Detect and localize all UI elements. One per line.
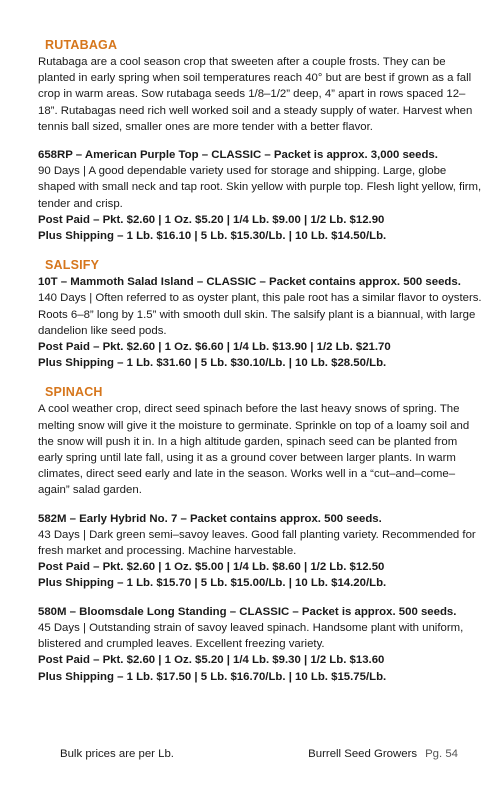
post-paid-prices: Post Paid – Pkt. $2.60 | 1 Oz. $5.20 | 1/4 Lb. $9.00 | 1/2 Lb. $12.90 — [38, 213, 385, 226]
product-description: 140 Days | Often referred to as oyster plant, this pale root has a similar flavor to oysters. Roots 6–8” long by 1.5” with smooth dull skin. The salsify plant is a biannual, with large dandelion like seed pods. — [38, 292, 482, 337]
product-item — [38, 604, 484, 685]
section-title: RUTABAGA — [45, 38, 118, 52]
post-paid-prices: Post Paid – Pkt. $2.60 | 1 Oz. $6.60 | 1/4 Lb. $13.90 | 1/2 Lb. $21.70 — [38, 341, 391, 354]
section-intro: A cool weather crop, direct seed spinach before the last heavy snows of spring. The melting snow will give it the moisture to germinate. Sprinkle on top of a loamy soil and the snow will push it in. In a high altitude garden, spinach seed can be planted from early spring until late fall, using it as a ground cover between larger plants. In warm climates, direct seed early and late in the season. Works well in a “cut–and–come–again” salad garden. — [38, 403, 470, 497]
page-footer — [60, 748, 458, 760]
product-description: 90 Days | A good dependable variety used for storage and shipping. Large, globe shaped with small neck and tap root. Skin yellow with purple top. Flesh light yellow, firm, tender and crisp. — [38, 165, 482, 210]
product-description: 43 Days | Dark green semi–savoy leaves. Good fall planting variety. Recommended for fresh market and processing. Machine harvestable. — [38, 528, 476, 558]
product-title: 582M – Early Hybrid No. 7 – Packet contains approx. 500 seeds. — [38, 512, 382, 525]
product-title: 10T – Mammoth Salad Island – CLASSIC – Packet contains approx. 500 seeds. — [38, 276, 461, 289]
section-rutabaga — [38, 38, 484, 244]
post-paid-prices: Post Paid – Pkt. $2.60 | 1 Oz. $5.00 | 1/4 Lb. $8.60 | 1/2 Lb. $12.50 — [38, 561, 385, 574]
product-description: 45 Days | Outstanding strain of savoy leaved spinach. Handsome plant with uniform, blistered and crumpled leaves. Excellent freezing variety. — [38, 621, 464, 651]
plus-shipping-prices: Plus Shipping – 1 Lb. $31.60 | 5 Lb. $30.10/Lb. | 10 Lb. $28.50/Lb. — [38, 357, 387, 370]
product-title: 580M – Bloomsdale Long Standing – CLASSIC – Packet is approx. 500 seeds. — [38, 605, 457, 618]
section-title: SPINACH — [45, 385, 103, 400]
bulk-price-note: Bulk prices are per Lb. — [60, 748, 174, 760]
section-salsify — [38, 258, 484, 371]
footer-right — [308, 748, 458, 760]
page-number: Pg. 54 — [425, 748, 458, 760]
plus-shipping-prices: Plus Shipping – 1 Lb. $17.50 | 5 Lb. $16.70/Lb. | 10 Lb. $15.75/Lb. — [38, 670, 387, 683]
product-item — [38, 511, 484, 592]
product-title: 658RP – American Purple Top – CLASSIC – Packet is approx. 3,000 seeds. — [38, 149, 438, 162]
section-title: SALSIFY — [45, 258, 100, 273]
product-item — [38, 147, 484, 244]
post-paid-prices: Post Paid – Pkt. $2.60 | 1 Oz. $5.20 | 1/4 Lb. $9.30 | 1/2 Lb. $13.60 — [38, 654, 385, 667]
section-intro: Rutabaga are a cool season crop that sweeten after a couple frosts. They can be planted in early spring when soil temperatures reach 40° but are best if grown as a fall crop in warm areas. Sow rutabaga seeds 1/8–1/2” deep, 4” apart in rows spaced 12–18”. Rutabagas need rich well worked soil and a steady supply of water. Harvest when tennis ball sized, smaller ones are more tender with a better flavor. — [38, 56, 473, 133]
plus-shipping-prices: Plus Shipping – 1 Lb. $15.70 | 5 Lb. $15.00/Lb. | 10 Lb. $14.20/Lb. — [38, 577, 387, 590]
product-item — [38, 274, 484, 371]
plus-shipping-prices: Plus Shipping – 1 Lb. $16.10 | 5 Lb. $15.30/Lb. | 10 Lb. $14.50/Lb. — [38, 230, 387, 243]
company-name: Burrell Seed Growers — [308, 748, 418, 760]
section-spinach — [38, 385, 484, 684]
